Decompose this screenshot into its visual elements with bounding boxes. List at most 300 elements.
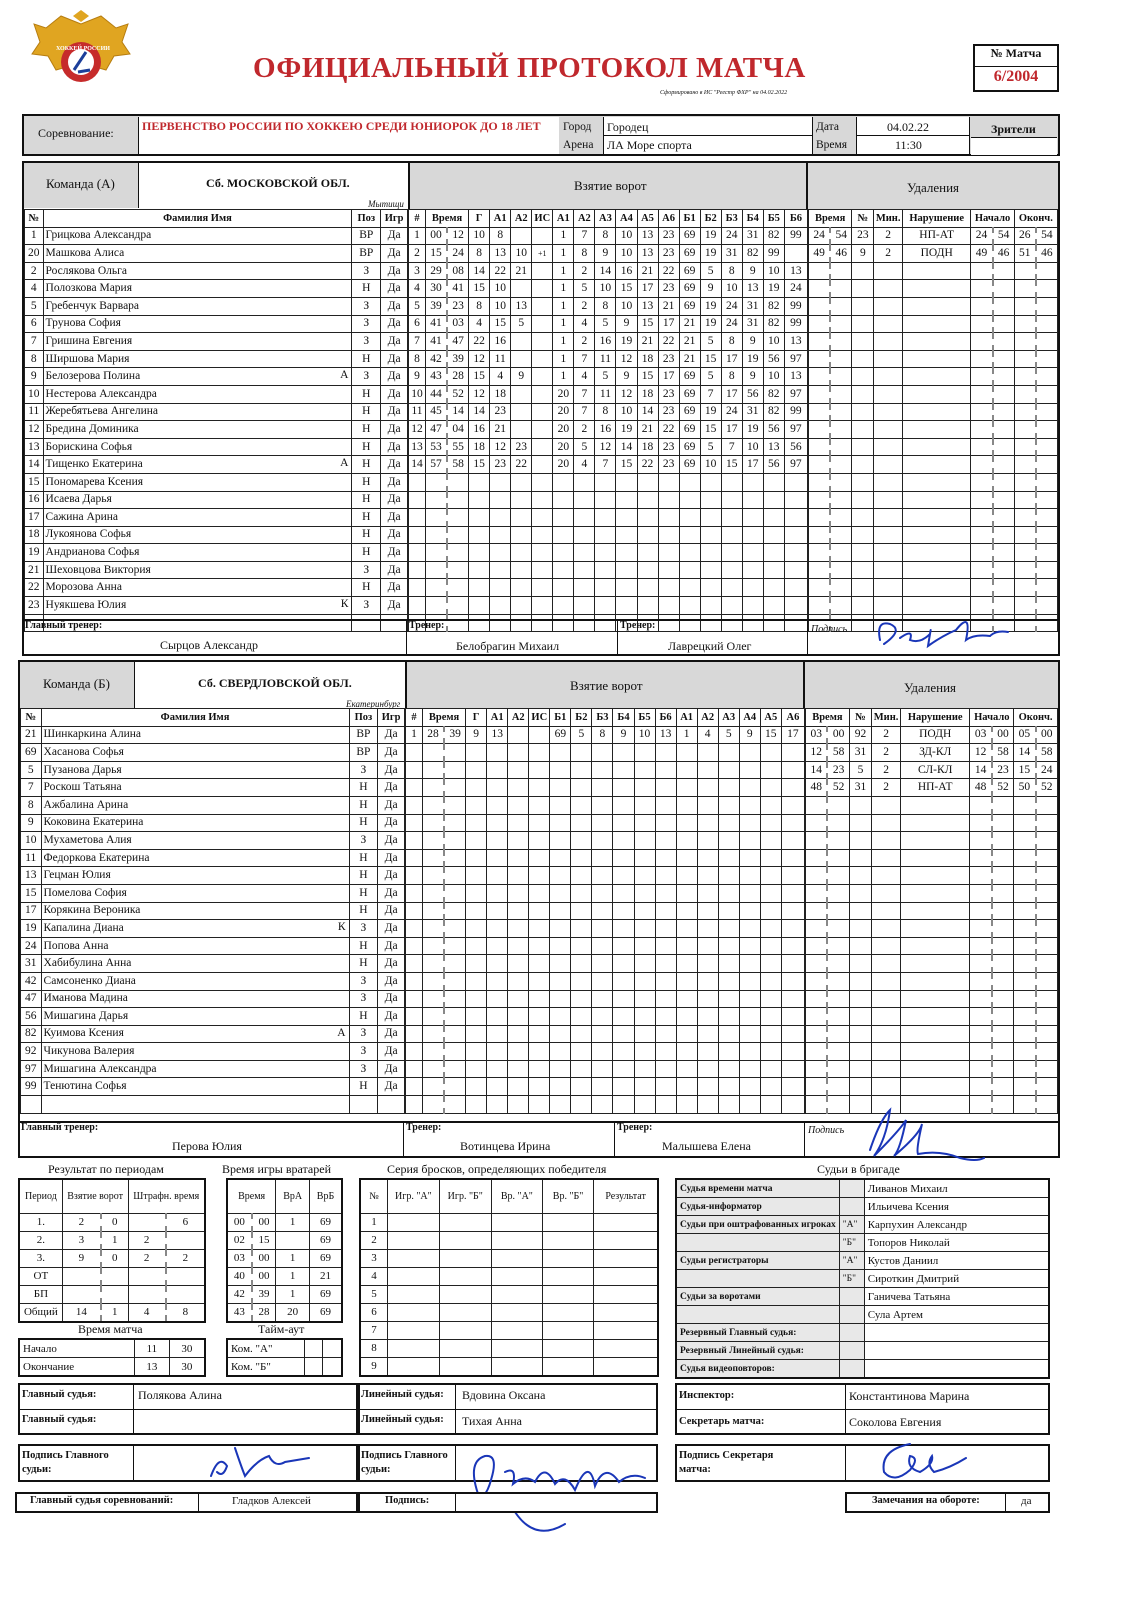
goal-header: # xyxy=(406,709,423,727)
penalty-row xyxy=(806,884,1058,902)
roster-header: Игр xyxy=(381,210,408,228)
goal-cell: 8 xyxy=(595,227,616,245)
goal-cell xyxy=(529,1043,550,1061)
penalty-cell xyxy=(1014,297,1036,315)
roster-row xyxy=(21,796,405,814)
goal-cell xyxy=(466,937,487,955)
goal-row xyxy=(406,1096,805,1114)
player-name: Хасанова Софья xyxy=(41,744,349,762)
goal-cell xyxy=(613,920,634,938)
goal-cell: 17 xyxy=(658,315,679,333)
shootout-cell xyxy=(491,1231,542,1249)
goal-cell: 39 xyxy=(444,726,466,744)
goal-cell: 56 xyxy=(742,385,763,403)
penalty-header: Начало xyxy=(971,210,1014,228)
player-number: 21 xyxy=(25,561,44,579)
penalty-cell xyxy=(852,315,874,333)
goal-cell: 31 xyxy=(742,227,763,245)
penalty-cell xyxy=(901,1025,970,1043)
penalty-cell xyxy=(993,579,1015,597)
goal-cell: 42 xyxy=(426,350,448,368)
goal-cell xyxy=(511,509,532,527)
penalty-row xyxy=(806,1025,1058,1043)
goal-header: Г xyxy=(469,210,490,228)
goal-cell xyxy=(676,744,697,762)
goal-row xyxy=(409,509,808,527)
penalty-cell xyxy=(830,473,852,491)
penalty-cell xyxy=(806,972,828,990)
goal-cell xyxy=(444,849,466,867)
goal-cell xyxy=(550,1060,571,1078)
player-number: 82 xyxy=(21,1025,42,1043)
player-name: Исаева Дарья xyxy=(43,491,352,509)
penalty-cell xyxy=(970,884,992,902)
goal-cell: 23 xyxy=(658,403,679,421)
goal-cell xyxy=(760,920,781,938)
goal-cell xyxy=(532,491,553,509)
player-number: 14 xyxy=(25,456,44,474)
penalty-cell xyxy=(1036,814,1058,832)
penalty-cell xyxy=(901,972,970,990)
goal-cell: 18 xyxy=(637,438,658,456)
goal-cell: 30 xyxy=(426,280,448,298)
goal-cell: 23 xyxy=(658,350,679,368)
player-number: 17 xyxy=(21,902,42,920)
goal-cell: 15 xyxy=(637,315,658,333)
goal-cell xyxy=(447,473,469,491)
goal-cell xyxy=(532,526,553,544)
match-number-box: № Матча 6/2004 xyxy=(973,44,1059,92)
roster-header: № xyxy=(25,210,44,228)
goalie-cell: 1 xyxy=(276,1249,310,1267)
goal-cell: 4 xyxy=(469,315,490,333)
penalty-cell xyxy=(1036,832,1058,850)
goal-cell xyxy=(532,368,553,386)
goal-cell xyxy=(781,814,804,832)
goal-cell xyxy=(444,884,466,902)
penalty-cell xyxy=(992,1043,1014,1061)
goal-cell: 45 xyxy=(426,403,448,421)
goal-cell xyxy=(571,1043,592,1061)
penalty-cell xyxy=(874,509,902,527)
goal-cell: 99 xyxy=(763,245,784,263)
match-end-label: Окончание xyxy=(19,1358,135,1377)
goalie-header: ВрА xyxy=(276,1179,310,1213)
player-position: Н xyxy=(352,385,381,403)
goal-cell: 1 xyxy=(406,726,423,744)
goal-cell xyxy=(466,761,487,779)
referee-team: "А" xyxy=(839,1252,864,1270)
penalty-cell xyxy=(827,814,849,832)
goal-cell xyxy=(592,884,613,902)
goal-cell xyxy=(676,884,697,902)
goal-cell xyxy=(529,1078,550,1096)
penalty-cell xyxy=(852,509,874,527)
penalty-cell xyxy=(830,561,852,579)
goal-cell xyxy=(634,1008,655,1026)
periods-table xyxy=(18,1178,206,1323)
shootout-header: Вр. "Б" xyxy=(543,1179,594,1213)
goal-cell xyxy=(595,473,616,491)
team-b-goals-title: Взятие ворот xyxy=(570,678,643,693)
goal-cell xyxy=(550,955,571,973)
penalty-cell xyxy=(809,403,831,421)
player-position: ВР xyxy=(352,227,381,245)
goal-cell: 5 xyxy=(574,280,595,298)
player-number: 20 xyxy=(25,245,44,263)
line-ref1: Вдовина Оксана xyxy=(462,1388,546,1402)
goal-cell: 13 xyxy=(784,262,807,280)
federation-logo: ХОККЕЙ РОССИИ xyxy=(26,10,136,110)
player-name: Иманова Мадина xyxy=(41,990,349,1008)
goal-cell: 1 xyxy=(553,262,574,280)
goal-cell xyxy=(571,796,592,814)
goal-cell xyxy=(721,526,742,544)
goal-cell: 10 xyxy=(490,297,511,315)
goal-cell: 16 xyxy=(616,262,637,280)
goal-cell xyxy=(637,473,658,491)
goal-cell: 4 xyxy=(697,726,718,744)
goal-cell xyxy=(655,990,676,1008)
goal-cell xyxy=(532,561,553,579)
referee-row xyxy=(676,1270,1049,1288)
team-a-sign-label: Подпись xyxy=(811,624,848,635)
goal-row xyxy=(409,368,808,386)
player-name: Жеребятьева Ангелина xyxy=(43,403,352,421)
player-played: Да xyxy=(378,814,405,832)
goal-cell xyxy=(444,867,466,885)
goal-header: Б3 xyxy=(592,709,613,727)
penalty-cell xyxy=(1036,368,1058,386)
goal-cell xyxy=(550,972,571,990)
penalty-cell xyxy=(809,280,831,298)
match-number: 6/2004 xyxy=(993,68,1039,85)
player-name: Борискина Софья xyxy=(43,438,352,456)
goal-cell xyxy=(571,884,592,902)
goal-cell xyxy=(550,1078,571,1096)
penalty-cell xyxy=(971,438,993,456)
goal-cell xyxy=(634,814,655,832)
goalie-cell: 1 xyxy=(276,1213,310,1231)
player-position: ВР xyxy=(352,245,381,263)
penalty-cell xyxy=(1014,350,1036,368)
goalie-row xyxy=(227,1285,342,1303)
goal-row xyxy=(406,1043,805,1061)
goal-cell xyxy=(487,884,508,902)
player-position: Н xyxy=(352,438,381,456)
penalty-cell xyxy=(971,473,993,491)
penalty-cell xyxy=(852,333,874,351)
goal-cell xyxy=(406,1096,423,1114)
goal-header: Время xyxy=(423,709,466,727)
referee-role: Судья времени матча xyxy=(676,1179,839,1198)
player-position: З xyxy=(349,832,378,850)
goal-cell: 5 xyxy=(511,315,532,333)
goal-cell xyxy=(739,867,760,885)
goal-row xyxy=(406,1025,805,1043)
penalty-cell xyxy=(1014,814,1036,832)
goal-cell: 57 xyxy=(426,456,448,474)
penalty-cell xyxy=(874,526,902,544)
goal-cell xyxy=(571,972,592,990)
goal-cell xyxy=(784,473,807,491)
goal-cell xyxy=(700,473,721,491)
penalty-cell xyxy=(809,385,831,403)
player-position: Н xyxy=(352,509,381,527)
goal-cell xyxy=(406,744,423,762)
penalty-cell: 50 xyxy=(1014,779,1036,797)
goal-cell xyxy=(718,744,739,762)
penalty-cell xyxy=(852,385,874,403)
shootout-row xyxy=(360,1339,658,1357)
goal-cell: 18 xyxy=(469,438,490,456)
goal-cell: 20 xyxy=(553,403,574,421)
goal-cell xyxy=(679,491,700,509)
goal-cell xyxy=(550,779,571,797)
goal-cell xyxy=(423,972,445,990)
goal-cell xyxy=(718,867,739,885)
team-b-head-coach-label: Главный тренер: xyxy=(21,1122,99,1133)
goalie-cell: 28 xyxy=(252,1303,276,1322)
goal-cell xyxy=(784,526,807,544)
goal-cell xyxy=(739,990,760,1008)
goal-cell xyxy=(658,473,679,491)
goal-cell xyxy=(406,796,423,814)
roster-row xyxy=(25,509,408,527)
penalty-cell xyxy=(852,438,874,456)
goal-cell xyxy=(781,1078,804,1096)
goal-cell xyxy=(508,832,529,850)
penalty-cell: 14 xyxy=(1014,744,1036,762)
penalty-row xyxy=(809,297,1058,315)
penalty-cell xyxy=(830,456,852,474)
penalty-cell: 24 xyxy=(1036,761,1058,779)
goal-cell: 69 xyxy=(679,403,700,421)
shootout-header: Игр. "Б" xyxy=(439,1179,491,1213)
goal-cell: 19 xyxy=(616,421,637,439)
shootout-cell xyxy=(543,1285,594,1303)
penalty-row xyxy=(809,438,1058,456)
goal-cell xyxy=(409,544,426,562)
penalty-cell xyxy=(827,1096,849,1114)
roster-row xyxy=(21,761,405,779)
goal-header: А2 xyxy=(508,709,529,727)
penalty-cell xyxy=(849,884,871,902)
goal-cell: 00 xyxy=(426,227,448,245)
goal-cell: 5 xyxy=(574,438,595,456)
match-end-min: 30 xyxy=(169,1358,205,1377)
goal-cell xyxy=(721,561,742,579)
penalty-cell xyxy=(874,262,902,280)
referee-row xyxy=(676,1234,1049,1252)
goal-cell xyxy=(781,902,804,920)
team-b-coach2: Малышева Елена xyxy=(662,1139,751,1153)
goal-cell: 14 xyxy=(409,456,426,474)
goal-cell xyxy=(760,1078,781,1096)
referee-name: Карпухин Александр xyxy=(864,1216,1049,1234)
goal-cell xyxy=(679,526,700,544)
shootout-cell xyxy=(387,1285,439,1303)
goal-cell: 10 xyxy=(700,456,721,474)
shootout-cell xyxy=(594,1285,658,1303)
penalty-cell xyxy=(806,1060,828,1078)
player-number: 97 xyxy=(21,1060,42,1078)
goal-cell xyxy=(532,385,553,403)
goal-cell xyxy=(423,761,445,779)
goal-cell xyxy=(466,1060,487,1078)
goal-cell: 5 xyxy=(700,438,721,456)
captain-mark: А xyxy=(337,1026,346,1039)
shootout-row xyxy=(360,1249,658,1267)
penalty-cell xyxy=(902,561,971,579)
penalty-cell: 2 xyxy=(874,227,902,245)
penalty-cell: 58 xyxy=(1036,744,1058,762)
goal-cell: 13 xyxy=(784,368,807,386)
penalty-cell xyxy=(901,990,970,1008)
goal-cell xyxy=(406,1078,423,1096)
goal-cell: 8 xyxy=(592,726,613,744)
penalty-cell xyxy=(849,1043,871,1061)
goal-cell xyxy=(406,814,423,832)
goal-cell xyxy=(444,1025,466,1043)
penalty-row xyxy=(806,726,1058,744)
penalty-cell xyxy=(849,1025,871,1043)
goal-cell xyxy=(760,814,781,832)
goal-cell xyxy=(616,597,637,615)
penalty-cell: 24 xyxy=(809,227,831,245)
penalty-header: Время xyxy=(809,210,852,228)
goal-cell xyxy=(613,955,634,973)
player-number: 17 xyxy=(25,509,44,527)
shootout-number: 1 xyxy=(360,1213,387,1231)
penalty-cell xyxy=(830,579,852,597)
goal-cell: 47 xyxy=(426,421,448,439)
goal-cell xyxy=(487,920,508,938)
period-cell xyxy=(128,1213,166,1231)
player-position: Н xyxy=(352,473,381,491)
spectators-label: Зрители xyxy=(991,122,1036,136)
team-a-city: Мытищи xyxy=(368,199,404,209)
referee-name: Сула Артем xyxy=(864,1306,1049,1324)
player-played: Да xyxy=(378,1060,405,1078)
roster-row xyxy=(21,744,405,762)
player-number: 11 xyxy=(25,403,44,421)
player-number: 21 xyxy=(21,726,42,744)
goal-cell xyxy=(679,579,700,597)
goal-cell: 99 xyxy=(784,227,807,245)
penalty-cell xyxy=(830,297,852,315)
goal-cell xyxy=(676,1060,697,1078)
goal-cell: 11 xyxy=(490,350,511,368)
penalty-cell xyxy=(1014,990,1036,1008)
goal-cell xyxy=(469,579,490,597)
goal-cell xyxy=(742,597,763,615)
goal-cell xyxy=(760,884,781,902)
shootout-cell xyxy=(491,1249,542,1267)
penalty-cell xyxy=(971,526,993,544)
goal-cell xyxy=(550,796,571,814)
goal-cell: 16 xyxy=(595,421,616,439)
goal-row xyxy=(406,1078,805,1096)
penalty-cell xyxy=(992,937,1014,955)
player-played: Да xyxy=(378,990,405,1008)
goalie-cell: 39 xyxy=(252,1285,276,1303)
goal-cell xyxy=(511,561,532,579)
goal-cell: 23 xyxy=(658,456,679,474)
goal-cell xyxy=(616,491,637,509)
goal-cell: 12 xyxy=(490,438,511,456)
goal-cell: 10 xyxy=(409,385,426,403)
goal-cell: 5 xyxy=(595,368,616,386)
penalty-cell xyxy=(970,1060,992,1078)
penalty-cell: 54 xyxy=(1036,227,1058,245)
goal-cell xyxy=(697,867,718,885)
goal-cell xyxy=(511,544,532,562)
referee-team xyxy=(839,1306,864,1324)
goal-cell xyxy=(634,744,655,762)
roster-row xyxy=(25,227,408,245)
period-cell xyxy=(166,1267,205,1285)
penalty-cell xyxy=(809,473,831,491)
period-cell xyxy=(62,1267,101,1285)
goal-row xyxy=(406,1008,805,1026)
penalty-cell xyxy=(830,403,852,421)
player-position: Н xyxy=(352,526,381,544)
shootout-row xyxy=(360,1303,658,1321)
goal-cell xyxy=(466,902,487,920)
player-played: Да xyxy=(381,597,408,615)
goal-cell xyxy=(469,509,490,527)
penalty-cell xyxy=(993,473,1015,491)
goal-cell xyxy=(508,1060,529,1078)
goal-cell xyxy=(613,814,634,832)
penalty-cell xyxy=(830,333,852,351)
shootout-number: 7 xyxy=(360,1321,387,1339)
penalty-cell xyxy=(872,937,901,955)
team-b-penalties-table xyxy=(805,708,1058,1114)
goal-cell xyxy=(406,902,423,920)
goal-cell xyxy=(426,491,448,509)
penalty-cell xyxy=(872,1008,901,1026)
roster-header: Поз xyxy=(349,709,378,727)
goal-cell xyxy=(613,796,634,814)
goal-cell xyxy=(487,744,508,762)
goal-cell xyxy=(676,1008,697,1026)
penalty-cell xyxy=(992,1078,1014,1096)
penalty-cell xyxy=(852,526,874,544)
penalty-cell xyxy=(827,1060,849,1078)
goal-cell xyxy=(676,1043,697,1061)
penalty-cell xyxy=(1036,937,1058,955)
player-name: Нестерова Александра xyxy=(43,385,352,403)
player-number: 11 xyxy=(21,849,42,867)
goal-cell xyxy=(423,920,445,938)
penalty-cell xyxy=(1014,421,1036,439)
shootout-cell xyxy=(439,1249,491,1267)
goal-cell xyxy=(697,955,718,973)
shootout-cell xyxy=(594,1249,658,1267)
goal-cell xyxy=(697,761,718,779)
goal-cell xyxy=(406,1060,423,1078)
goal-row xyxy=(409,561,808,579)
goal-cell: 69 xyxy=(679,280,700,298)
goal-cell xyxy=(781,955,804,973)
goal-cell xyxy=(423,1078,445,1096)
goal-cell: 15 xyxy=(700,421,721,439)
penalty-cell xyxy=(827,849,849,867)
goal-cell: 22 xyxy=(658,333,679,351)
goal-cell xyxy=(760,1008,781,1026)
